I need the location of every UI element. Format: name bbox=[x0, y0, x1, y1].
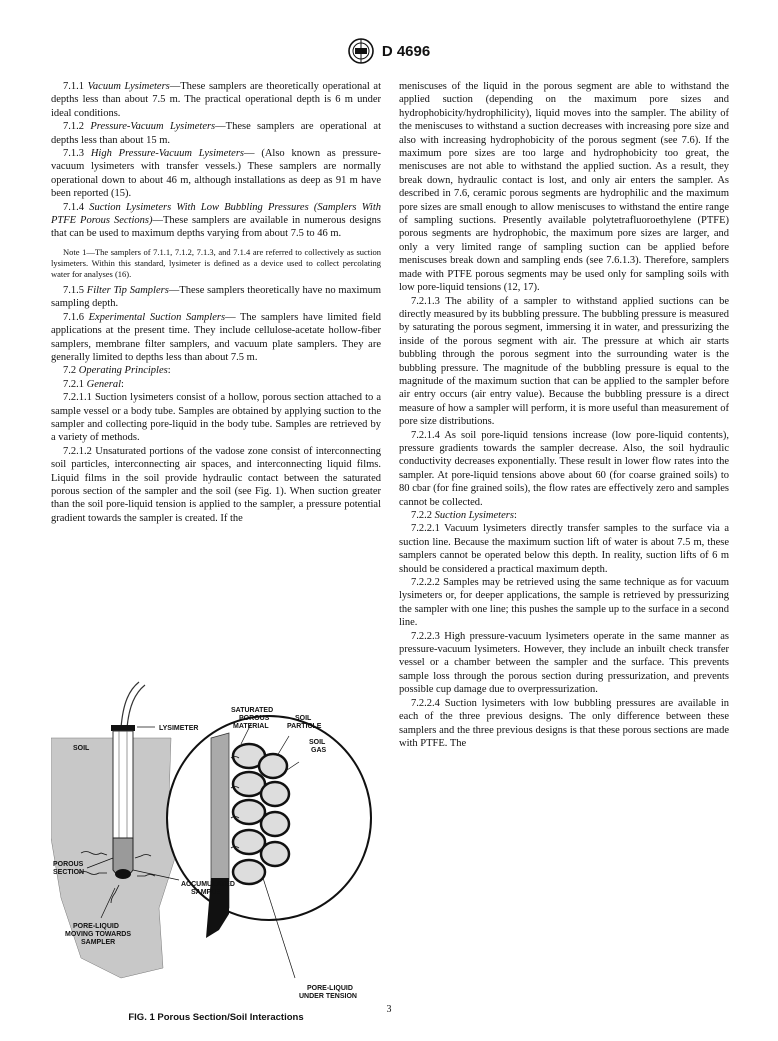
label-pore-2: MOVING TOWARDS bbox=[65, 931, 131, 938]
paragraph-7-2-2-1: 7.2.2.1 Vacuum lysimeters directly transfer samples to the surface via a suction line. Because the maximum suction lift of water is about 7.5 m, these samplers cannot be operated below this depth. In reality, suction lifts of 6 m should be considered a practical maximum depth. bbox=[399, 523, 729, 575]
section-7-2: 7.2 Operating Principles: bbox=[63, 365, 171, 377]
figure-1 bbox=[51, 678, 381, 1036]
paragraph-7-2-2-4: 7.2.2.4 Suction lysimeters with low bubbling pressures are available in each of the three previous designs. The only difference between these samplers and the three previous designs is that these porous sections are made with PTFE. The bbox=[399, 697, 729, 749]
soil-particles bbox=[233, 744, 289, 884]
astm-logo-icon bbox=[348, 38, 374, 64]
paragraph-7-2-1-3: 7.2.1.3 The ability of a sampler to withstand applied suctions can be directly measured by its bubbling pressure. The bubbling pressure is measured by saturating the porous segment, immersing it in water, and pressurizing the inside of the porous segment with air. The pressure at which air starts bubbling through the porous segment into the surrounding water is the bubbling pressure. The magnitude of the bubbling pressure is equal to the magnitude of the maximum suction that can be applied to the sampler before air entry occurs (air entry value). Because the bubbling pressure is a direct measure of how a sampler will perform, it is more useful than measurement of pore size distributions. bbox=[399, 295, 729, 428]
label-lysimeter: LYSIMETER bbox=[159, 725, 199, 732]
label-saturated-3: MATERIAL bbox=[233, 723, 269, 730]
paragraph-7-1-1: 7.1.1 Vacuum Lysimeters—These samplers are theoretically operational at depths less than about 7.5 m. The practical operational depth is 6 m under ideal conditions. bbox=[51, 81, 382, 119]
right-column bbox=[399, 80, 729, 750]
label-porous-2: SECTION bbox=[53, 869, 85, 876]
label-accumulated-2: SAMPLE bbox=[191, 889, 221, 896]
label-saturated-2: POROUS bbox=[239, 715, 270, 722]
page-header bbox=[0, 38, 778, 64]
paragraph-7-1-6: 7.1.6 Experimental Suction Samplers— The samplers have limited field applications at the present time. They include cellulose-acetate hollow-fiber samplers, membrane filter samplers, and vacuum plate samplers. They are generally limited to depths less than about 7.5 m. bbox=[51, 311, 381, 363]
paragraph-7-1-5: 7.1.5 Filter Tip Samplers—These samplers theoretically have no maximum sampling depth. bbox=[51, 284, 381, 310]
section-7-2-2: 7.2.2 Suction Lysimeters: bbox=[411, 510, 517, 521]
label-accumulated-1: ACCUMULATED bbox=[181, 881, 235, 888]
label-tension-2: UNDER TENSION bbox=[299, 993, 357, 1000]
label-porous-1: POROUS bbox=[53, 861, 84, 868]
figure-caption: FIG. 1 Porous Section/Soil Interactions bbox=[128, 1012, 304, 1023]
label-soil-gas-2: GAS bbox=[311, 747, 327, 754]
label-soil: SOIL bbox=[73, 745, 90, 752]
label-tension-1: PORE-LIQUID bbox=[307, 985, 353, 992]
paragraph-7-1-3: 7.1.3 High Pressure-Vacuum Lysimeters— (Also known as pressure-vacuum lysimeters with transfer vessels.) These samplers are normally operational down to about 46 m, although installations as deep as 91 m have been reported (15). bbox=[51, 148, 381, 200]
paragraph-7-2-1-4: 7.2.1.4 As soil pore-liquid tensions increase (low pore-liquid contents), pressure gradients towards the sampler decrease. Also, the soil hydraulic conductivity decreases exponentially. These result in lower flow rates into the sampler. At pore-liquid tensions above about 60 (for coarse grained soils) to 80 cbar (for fine grained soils), the flow rates are effectively zero and samples cannot be collected. bbox=[399, 429, 729, 508]
paragraph-7-2-1-2: 7.2.1.2 Unsaturated portions of the vadose zone consist of interconnecting soil particles, interconnecting air spaces, and interconnecting liquid films. Liquid films in the soil provide hydraulic contact between the saturated porous section of the sampler and the soil (see Fig. 1). When suction greater than the soil pore-liquid tension is applied to the sampler, a pressure potential gradient towards the sampler is created. If the bbox=[51, 445, 381, 524]
label-pore-3: SAMPLER bbox=[81, 939, 116, 946]
left-column bbox=[51, 80, 381, 525]
porous-section-diagram bbox=[51, 678, 381, 1008]
suction-line bbox=[121, 682, 139, 728]
paragraph-7-2-2-2: 7.2.2.2 Samples may be retrieved using the same technique as for vacuum lysimeters or, for deeper applications, the sample is retrieved by pressurizing the sampler with one line; this pushes the sample up to the surface in a second line. bbox=[399, 577, 729, 629]
note-1: Note 1—The samplers of 7.1.1, 7.1.2, 7.1.3, and 7.1.4 are referred to collectively as suction lysimeters. Within this standard, lysimeter is defined as a device used to collect percolating water for analyses (16). bbox=[51, 246, 381, 279]
paragraph-continued: meniscuses of the liquid in the porous segment are able to withstand the applied suction (depending on the maximum pore sizes and hydrophobicity/hydrophilicity), liquid moves into the sampler. The ability of the meniscuses to withstand a suction decreases with increasing pore size and also with increasing hydrophobicity of the porous segment (see 7.6). If the maximum pore sizes are too large and hydrophobicity too great, the meniscuses are not able to withstand the applied suction. As a result, they break down, hydraulic contact is lost, and only air enters the sampler. As described in 7.6, ceramic porous segments are hydrophilic and the maximum pore sizes are small enough to allow meniscuses to withstand the entire range of sampling suctions. Presently available polytetrafluoroethylene (PTFE) porous segments are hydrophobic, the maximum pore sizes are larger, and only a very limited range of sampling suction can be applied before meniscuses break down and sampling ends (see 7.6.1.3). Therefore, samplers made with PTFE porous segments may be used only for sampling soils with low pore-liquid tensions (12, 17). bbox=[399, 81, 729, 294]
paragraph-7-2-2-3: 7.2.2.3 High pressure-vacuum lysimeters operate in the same manner as pressure-vacuum lysimeters. However, they include an inbuilt check transfer vessel or a chamber between the sampler and the surface. This prevents sample loss through the porous section during pressurization, and prevents possible cup damage due to overpressurization. bbox=[399, 630, 729, 696]
label-pore-1: PORE-LIQUID bbox=[73, 923, 119, 930]
page-number: 3 bbox=[386, 1004, 392, 1015]
standard-number: D 4696 bbox=[381, 42, 431, 60]
paragraph-7-1-2: 7.1.2 Pressure-Vacuum Lysimeters—These samplers are operational at depths less than about 15 m. bbox=[51, 121, 381, 146]
paragraph-7-2-1-1: 7.2.1.1 Suction lysimeters consist of a hollow, porous section attached to a sample vessel or a body tube. Samples are obtained by applying suction to the sampler and collecting pore-liquid in the body tube. Samples are retrieved by a variety of methods. bbox=[51, 392, 381, 444]
paragraph-7-1-4: 7.1.4 Suction Lysimeters With Low Bubbling Pressures (Samplers With PTFE Porous Sections)—These samplers are available in numerous designs that can be used to maximum depths varying from about 7.5 to 46 m. bbox=[51, 201, 381, 240]
lysimeter-cap bbox=[111, 725, 135, 731]
section-7-2-1: 7.2.1 General: bbox=[63, 378, 124, 390]
label-soil-particle-1: SOIL bbox=[295, 715, 312, 722]
label-soil-gas-1: SOIL bbox=[309, 739, 326, 746]
label-soil-particle-2: PARTICLE bbox=[287, 723, 322, 730]
label-saturated-1: SATURATED bbox=[231, 707, 274, 714]
